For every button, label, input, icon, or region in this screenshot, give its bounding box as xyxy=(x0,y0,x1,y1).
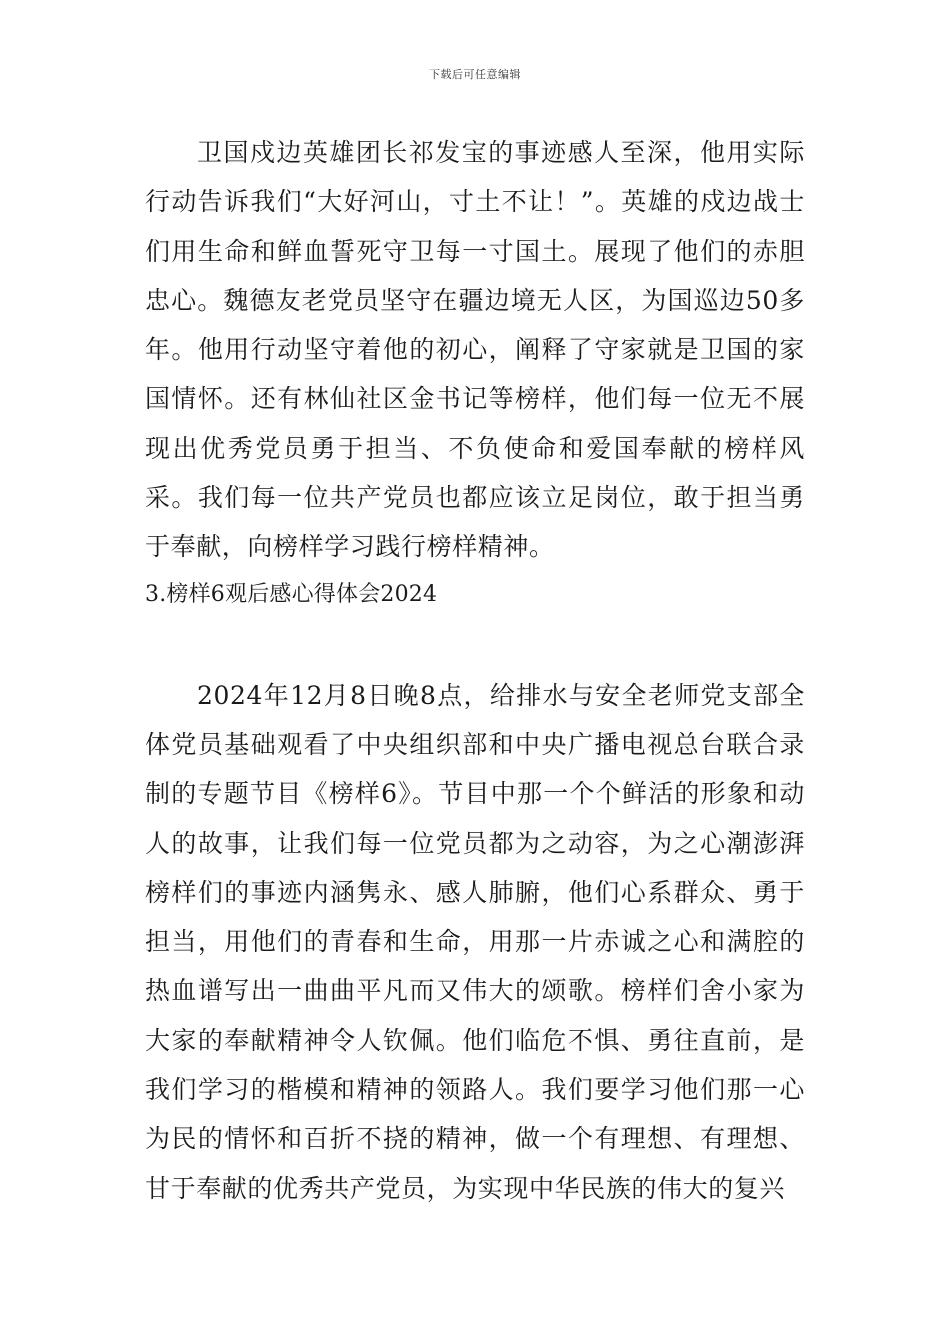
blank-line xyxy=(145,617,805,671)
body-paragraph-2: 2024年12月8日晚8点，给排水与安全老师党支部全体党员基础观看了中央组织部和中央广播电视总台联合录制的专题节目《榜样6》。节目中那一个个鲜活的形象和动人的故事，让我们每一位党员都为之动容，为之心潮澎湃榜样们的事迹内涵隽永、感人肺腑，他们心系群众、勇于担当，用他们的青春和生命，用那一片赤诚之心和满腔的热血谱写出一曲曲平凡而又伟大的颂歌。榜样们舍小家为大家的奉献精神令人钦佩。他们临危不惧、勇往直前，是我们学习的楷模和精神的领路人。我们要学习他们那一心为民的情怀和百折不挠的精神，做一个有理想、有理想、甘于奉献的优秀共产党员，为实现中华民族的伟大的复兴 xyxy=(145,680,805,1203)
document-body xyxy=(145,128,805,1213)
body-paragraph-1: 卫国戍边英雄团长祁发宝的事迹感人至深，他用实际行动告诉我们“大好河山，寸土不让！”。英雄的戍边战士们用生命和鲜血誓死守卫每一寸国土。展现了他们的赤胆忠心。魏德友老党员坚守在疆边境无人区，为国巡边50多年。他用行动坚守着他的初心，阐释了守家就是卫国的家国情怀。还有林仙社区金书记等榜样，他们每一位无不展现出优秀党员勇于担当、不负使命和爱国奉献的榜样风采。我们每一位共产党员也都应该立足岗位，敢于担当勇于奉献，向榜样学习践行榜样精神。 xyxy=(145,138,805,562)
page-header-note: 下载后可任意编辑 xyxy=(429,68,521,81)
section-heading: 3.榜样6观后感心得体会2024 xyxy=(145,581,438,607)
